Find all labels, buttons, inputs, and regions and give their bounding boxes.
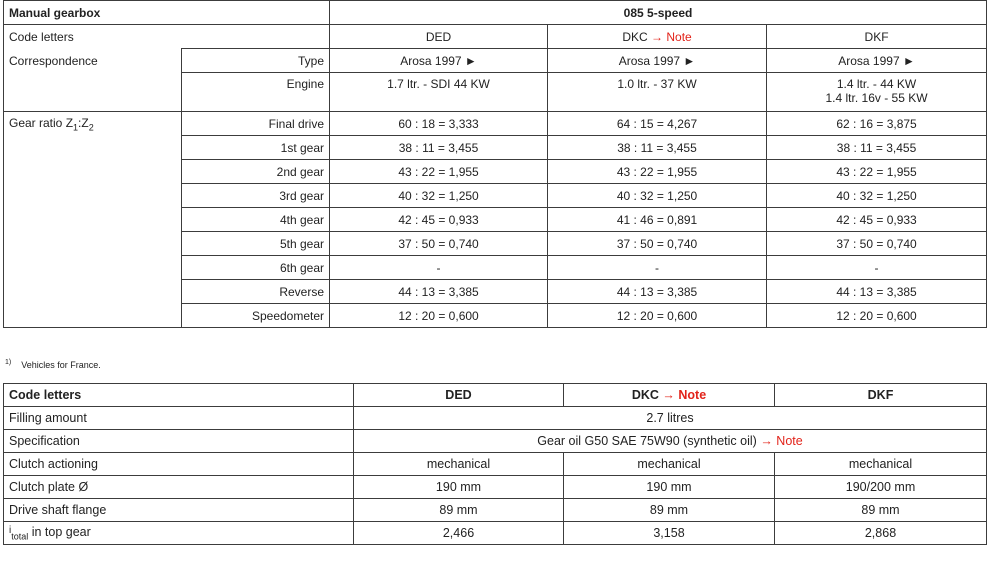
type-label: Type (182, 49, 330, 73)
value-cell: 41 : 46 = 0,891 (548, 208, 767, 232)
engine-dkc: 1.0 ltr. - 37 KW (548, 73, 767, 112)
code-dkf: DKF (775, 384, 987, 407)
row-label: Final drive (182, 112, 330, 136)
value-cell: mechanical (564, 453, 775, 476)
value-cell: 62 : 16 = 3,875 (767, 112, 987, 136)
value-cell: 37 : 50 = 0,740 (767, 232, 987, 256)
filling-value: 2.7 litres (354, 407, 987, 430)
engine-dkf: 1.4 ltr. - 44 KW 1.4 ltr. 16v - 55 KW (767, 73, 987, 112)
row-label: 3rd gear (182, 184, 330, 208)
spec-label: Specification (4, 430, 354, 453)
itotal-label: $^i_{total}$ in top gear (4, 522, 354, 545)
row-label: Drive shaft flange (4, 499, 354, 522)
row-label: 4th gear (182, 208, 330, 232)
value-cell: 12 : 20 = 0,600 (767, 304, 987, 328)
clutch-table (3, 383, 987, 545)
value-cell: 2,466 (354, 522, 564, 545)
value-cell: 89 mm (354, 499, 564, 522)
value-cell: 44 : 13 = 3,385 (767, 280, 987, 304)
value-cell: 89 mm (775, 499, 987, 522)
note-link[interactable]: → Note (760, 434, 803, 448)
value-cell: 37 : 50 = 0,740 (548, 232, 767, 256)
filling-label: Filling amount (4, 407, 354, 430)
gear-ratio-label: Gear ratio $Z_1:Z_2$ (4, 112, 182, 136)
row-label: Speedometer (182, 304, 330, 328)
code-ded: DED (330, 25, 548, 49)
note-link[interactable]: → Note (651, 29, 692, 44)
row-label: 5th gear (182, 232, 330, 256)
type-dkf: Arosa 1997 ► (767, 49, 987, 73)
value-cell: 89 mm (564, 499, 775, 522)
value-cell: 40 : 32 = 1,250 (767, 184, 987, 208)
value-cell: - (330, 256, 548, 280)
row-label: Clutch actioning (4, 453, 354, 476)
value-cell: 37 : 50 = 0,740 (330, 232, 548, 256)
code-dkf: DKF (767, 25, 987, 49)
spec-value: Gear oil G50 SAE 75W90 (synthetic oil) → Note (354, 430, 987, 453)
value-cell: 44 : 13 = 3,385 (548, 280, 767, 304)
code-dkc: DKC → Note (548, 25, 767, 49)
code-ded: DED (354, 384, 564, 407)
value-cell: 190/200 mm (775, 476, 987, 499)
engine-ded: 1.7 ltr. - SDI 44 KW (330, 73, 548, 112)
value-cell: mechanical (354, 453, 564, 476)
gearbox-header: 085 5-speed (330, 1, 987, 25)
engine-label: Engine (182, 73, 330, 112)
manual-gearbox-table (3, 0, 987, 328)
value-cell: 43 : 22 = 1,955 (548, 160, 767, 184)
value-cell: 38 : 11 = 3,455 (767, 136, 987, 160)
row-label: Reverse (182, 280, 330, 304)
value-cell: 12 : 20 = 0,600 (548, 304, 767, 328)
value-cell: 42 : 45 = 0,933 (767, 208, 987, 232)
footnote (5, 359, 101, 370)
value-cell: 43 : 22 = 1,955 (330, 160, 548, 184)
value-cell: 190 mm (354, 476, 564, 499)
code-letters-label: Code letters (4, 25, 182, 49)
value-cell: 40 : 32 = 1,250 (330, 184, 548, 208)
value-cell: 38 : 11 = 3,455 (548, 136, 767, 160)
code-dkc: DKC → Note (564, 384, 775, 407)
row-label: 6th gear (182, 256, 330, 280)
value-cell: 2,868 (775, 522, 987, 545)
header-label: Code letters (4, 384, 354, 407)
value-cell: - (548, 256, 767, 280)
value-cell: 190 mm (564, 476, 775, 499)
footnote-text: Vehicles for France. (21, 360, 101, 370)
table-title: Manual gearbox (4, 1, 330, 25)
value-cell: 60 : 18 = 3,333 (330, 112, 548, 136)
row-label: Clutch plate Ø (4, 476, 354, 499)
correspondence-label: Correspondence (4, 49, 182, 73)
value-cell: 44 : 13 = 3,385 (330, 280, 548, 304)
note-link[interactable]: → Note (662, 388, 707, 402)
value-cell: 38 : 11 = 3,455 (330, 136, 548, 160)
value-cell: 40 : 32 = 1,250 (548, 184, 767, 208)
value-cell: 43 : 22 = 1,955 (767, 160, 987, 184)
value-cell: - (767, 256, 987, 280)
value-cell: 3,158 (564, 522, 775, 545)
row-label: 1st gear (182, 136, 330, 160)
value-cell: 12 : 20 = 0,600 (330, 304, 548, 328)
value-cell: 42 : 45 = 0,933 (330, 208, 548, 232)
type-dkc: Arosa 1997 ► (548, 49, 767, 73)
type-ded: Arosa 1997 ► (330, 49, 548, 73)
footnote-marker: 1) (5, 359, 12, 366)
row-label: 2nd gear (182, 160, 330, 184)
value-cell: 64 : 15 = 4,267 (548, 112, 767, 136)
value-cell: mechanical (775, 453, 987, 476)
